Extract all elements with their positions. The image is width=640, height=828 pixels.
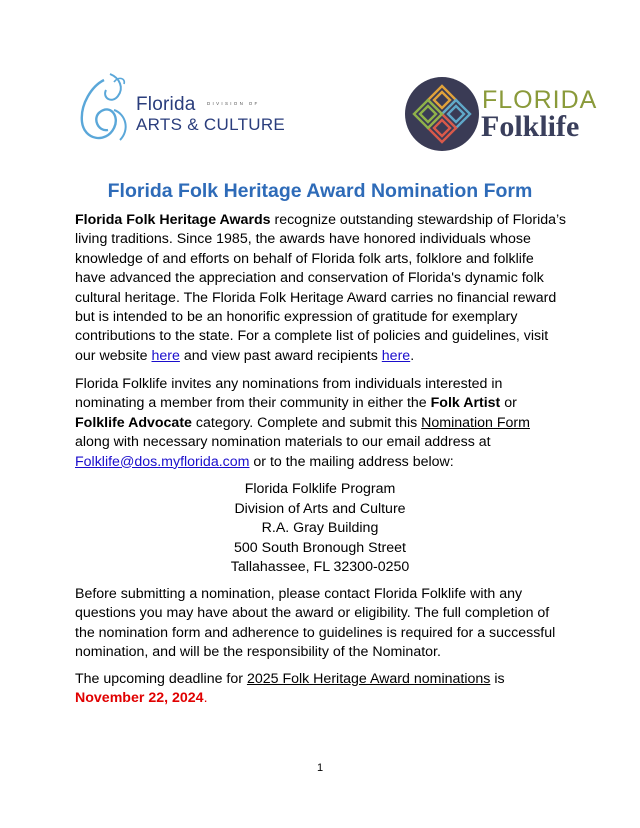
deadline-paragraph	[75, 670, 567, 709]
address-line: Division of Arts and Culture	[234, 500, 406, 517]
intro-end: .	[410, 347, 415, 364]
address-line: Tallahassee, FL 32300-0250	[230, 559, 410, 576]
folklife-pattern-icon	[404, 72, 480, 156]
mailing-address	[0, 480, 640, 578]
folklife-advocate-category: Folklife Advocate	[75, 414, 192, 431]
deadline-text-2: is	[490, 671, 505, 687]
intro-text: recognize outstanding stewardship of Florida’s living traditions. Since 1985, the awards have honored individuals whose knowledge of and efforts on behalf of Florida folk arts, folklore and folklife have advanced the appreciation and conservation of Florida's dynamic folk cultural heritage. The Florida Folk Heritage Award carries no financial reward but is intended to be an honorific expression of gratitude for exemplary contributions to the state. For a complete list of policies and guidelines, visit our website	[75, 212, 567, 364]
intro-mid-text: and view past award recipients	[179, 347, 382, 364]
eligibility-paragraph	[75, 585, 567, 663]
nomination-text-5: or to the mailing address below:	[249, 453, 454, 470]
address-line: 500 South Bronough Street	[234, 539, 406, 556]
logo-florida-text: Florida	[136, 94, 196, 115]
past-recipients-link[interactable]: here	[381, 347, 411, 364]
nomination-paragraph	[75, 375, 567, 472]
nomination-text-4: along with necessary nomination materials to our email address at	[75, 434, 491, 451]
logo-florida-word: FLORIDA	[482, 86, 598, 114]
address-line: R.A. Gray Building	[261, 520, 379, 537]
intro-paragraph	[75, 211, 567, 366]
nomination-form-link[interactable]: Nomination Form	[421, 414, 530, 431]
policies-link[interactable]: here	[151, 347, 180, 364]
logo-division-text: DIVISION OF	[207, 101, 260, 106]
email-link[interactable]: Folklife@dos.myflorida.com	[75, 453, 250, 470]
logo-folklife-word: Folklife	[481, 110, 580, 143]
eligibility-text: Before submitting a nomination, please contact Florida Folklife with any questions you may have about the award or eligibility. The full completion of the nomination form and adherence to guidelines is required for a successful nomination, and will be the responsibility of the Nominator.	[75, 586, 556, 661]
nominations-underlined: 2025 Folk Heritage Award nominations	[246, 671, 491, 687]
awards-name: Florida Folk Heritage Awards	[75, 212, 271, 228]
nomination-text-2: or	[500, 395, 517, 412]
nomination-text-1: Florida Folklife invites any nominations from individuals interested in nominating a member from their community in either the	[75, 376, 503, 412]
arts-culture-logo	[74, 70, 294, 150]
page-title: Florida Folk Heritage Award Nomination Form	[107, 180, 533, 202]
nomination-text-3: category. Complete and submit this	[191, 414, 422, 431]
deadline-text-1: The upcoming deadline for	[75, 671, 247, 687]
florida-folklife-logo	[404, 72, 598, 156]
address-line: Florida Folklife Program	[244, 481, 396, 497]
folk-artist-category: Folk Artist	[430, 395, 501, 412]
deadline-end: .	[203, 690, 208, 707]
arts-culture-swirl-icon	[74, 70, 136, 150]
page-number: 1	[316, 762, 324, 774]
deadline-date: November 22, 2024	[75, 690, 204, 707]
logo-arts-culture-text: ARTS & CULTURE	[136, 115, 286, 134]
